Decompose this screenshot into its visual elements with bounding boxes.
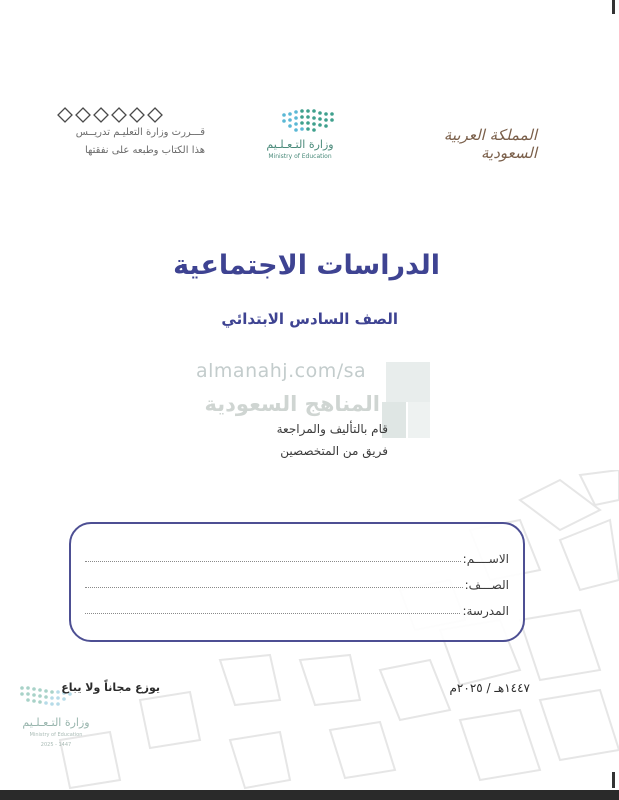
watermark-url: almanahj.com/sa (196, 360, 367, 382)
name-label: الاســــم: (462, 552, 509, 566)
school-field[interactable] (85, 613, 460, 614)
approval-line-1: قـــررت وزارة التعليـم تدريــس (75, 127, 205, 138)
edition-bottom: 2025 - 1447 (40, 742, 72, 748)
subject-title: الدراسات الاجتماعية (173, 250, 440, 281)
name-row (85, 546, 509, 566)
name-field[interactable] (85, 561, 461, 562)
approval-line-2: هذا الكتاب وطبعه على نفقتها (84, 145, 205, 156)
corner-mark (612, 0, 615, 14)
diamond-row-icon (57, 107, 167, 123)
credits-line-2: فريق من المتخصصين (280, 444, 388, 458)
watermark-name: المناهج السعودية (204, 392, 380, 416)
ministry-name-ar-bottom: وزارة التـعـلـيم (22, 716, 90, 729)
student-info-box (69, 522, 525, 642)
class-row (85, 572, 509, 592)
class-label: الصـــف: (464, 578, 509, 592)
free-distribution-note: يوزع مجاناً ولا يباع (61, 681, 160, 694)
school-label: المدرسة: (462, 604, 509, 618)
class-field[interactable] (85, 587, 463, 588)
watermark-logo-icon (382, 360, 432, 440)
kingdom-name: المملكة العربية السعودية (443, 126, 537, 162)
corner-mark-bottom (612, 772, 615, 788)
credits-line-1: قام بالتأليف والمراجعة (276, 422, 388, 436)
ministry-name-en-bottom: Ministry of Education (29, 732, 83, 738)
scan-edge-bar (0, 790, 619, 800)
publication-year: ١٤٤٧هـ / ٢٠٢٥م (449, 681, 530, 695)
ministry-name-en: Ministry of Education (268, 153, 332, 160)
ministry-name-ar: وزارة التـعـلـيم (266, 138, 334, 151)
school-row (85, 598, 509, 618)
grade-title: الصف السادس الابتدائي (221, 310, 398, 328)
